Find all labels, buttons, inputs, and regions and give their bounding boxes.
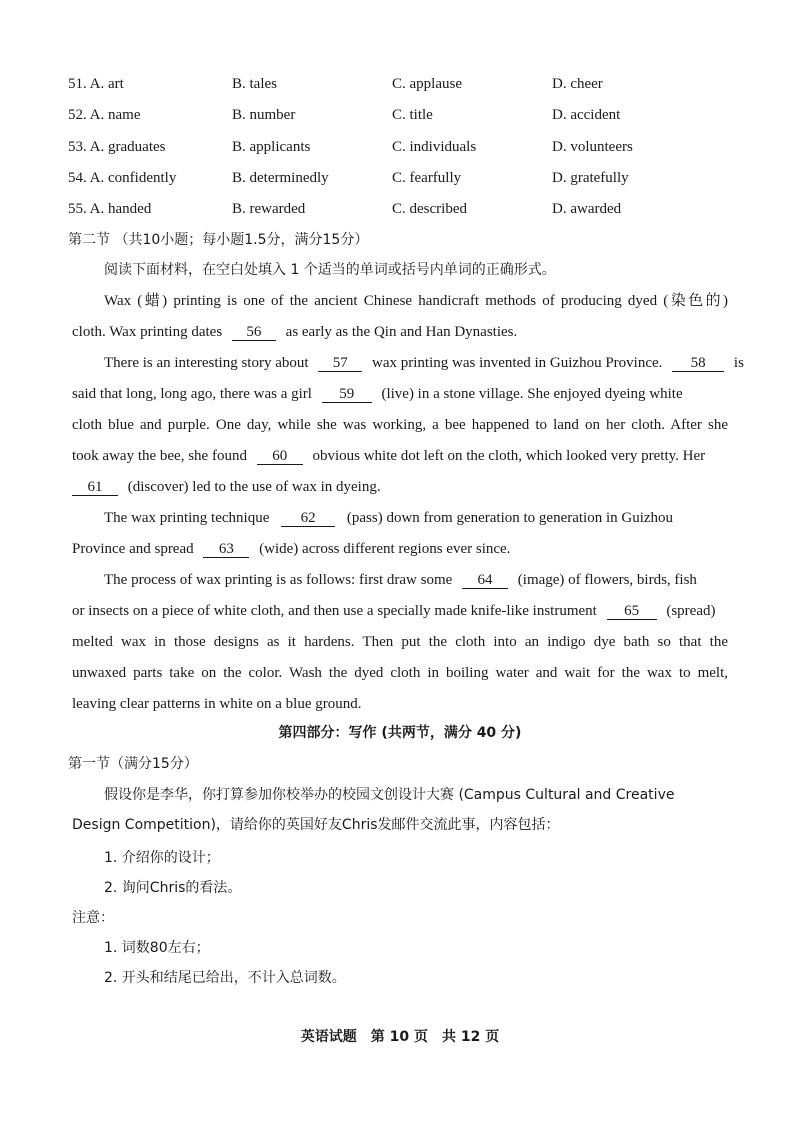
passage-text: as early as the Qin and Han Dynasties. [285,324,518,340]
blank-64: 64 [462,572,508,589]
option-b: B. number [232,107,296,123]
section-instruction: 阅读下面材料，在空白处填入 1 个适当的单词或括号内单词的正确形式。 [104,262,556,278]
passage-line: leaving clear patterns in white on a blue ground. [72,696,362,712]
option-a: 52. A. name [68,107,141,123]
note-item: 1. 词数80左右； [104,940,210,956]
passage-line [104,508,673,528]
passage-text: The process of wax printing is as follows: first draw some [104,572,453,588]
passage-text: or insects on a piece of white cloth, and then use a specially made knife-like instrument [72,603,597,619]
passage-text: (image) of flowers, birds, fish [517,572,697,588]
writing-prompt-line: 假设你是李华，你打算参加你校举办的校园文创设计大赛 (Campus Cultural and Creative [104,787,675,803]
passage-text: (pass) down from generation to generation in Guizhou [346,510,674,526]
writing-prompt-line: Design Competition)，请给你的英国好友Chris发邮件交流此事，内容包括： [72,817,560,833]
subsection-heading: 第一节（满分15分） [68,756,198,772]
passage-text: said that long, long ago, there was a girl [72,386,312,402]
passage-line [72,446,705,466]
page-footer: 英语试题 第 10 页 共 12 页 [300,1029,500,1045]
passage-line [72,322,517,342]
passage-line [104,570,697,590]
note-item: 2. 开头和结尾已给出，不计入总词数。 [104,970,346,986]
option-d: D. volunteers [552,139,633,155]
blank-59: 59 [322,386,372,403]
option-b: B. determinedly [232,170,329,186]
blank-58: 58 [672,355,724,372]
passage-line [72,384,683,404]
option-row-55 [68,201,748,223]
passage-line: unwaxed parts take on the color. Wash the dyed cloth in boiling water and wait for the wax to melt, [72,665,728,681]
option-c: C. described [392,201,467,217]
blank-57: 57 [318,355,362,372]
passage-text: (wide) across different regions ever since. [259,541,511,557]
passage-text: (discover) led to the use of wax in dyeing. [127,479,381,495]
passage-text: cloth. Wax printing dates [72,324,223,340]
passage-line: melted wax in those designs as it hardens. Then put the cloth into an indigo dye bath so that the [72,634,728,650]
blank-63: 63 [203,541,249,558]
passage-text: Province and spread [72,541,194,557]
option-row-52 [68,107,748,129]
part-heading: 第四部分：写作 (共两节，满分 40 分) [278,725,522,741]
option-d: D. accident [552,107,621,123]
prompt-item: 2. 询问Chris的看法。 [104,880,242,896]
blank-56: 56 [232,324,276,341]
passage-line [104,353,744,373]
option-row-54 [68,170,748,192]
option-c: C. individuals [392,139,477,155]
blank-65: 65 [607,603,657,620]
blank-60: 60 [257,448,303,465]
passage-line [72,539,510,559]
passage-text: The wax printing technique [104,510,270,526]
option-c: C. fearfully [392,170,462,186]
passage-text: took away the bee, she found [72,448,247,464]
passage-line: cloth blue and purple. One day, while she was working, a bee happened to land on her cloth. After she [72,417,728,433]
passage-line: Wax (蜡) printing is one of the ancient Chinese handicraft methods of producing dyed (染色的) [104,293,728,309]
option-a: 51. A. art [68,76,124,92]
option-a: 53. A. graduates [68,139,166,155]
option-d: D. awarded [552,201,622,217]
passage-text: (live) in a stone village. She enjoyed dyeing white [381,386,683,402]
option-a: 55. A. handed [68,201,152,217]
option-c: C. applause [392,76,462,92]
option-row-53 [68,139,748,161]
option-d: D. gratefully [552,170,629,186]
passage-text: (spread) [666,603,716,619]
passage-line [72,601,715,621]
option-b: B. applicants [232,139,311,155]
prompt-item: 1. 介绍你的设计； [104,850,220,866]
passage-text: There is an interesting story about [104,355,309,371]
option-a: 54. A. confidently [68,170,177,186]
passage-text: obvious white dot left on the cloth, which looked very pretty. Her [312,448,706,464]
passage-line [72,477,381,497]
option-c: C. title [392,107,433,123]
option-row-51 [68,76,748,98]
option-d: D. cheer [552,76,603,92]
passage-text: is [733,355,744,371]
passage-text: wax printing was invented in Guizhou Province. [372,355,663,371]
option-b: B. rewarded [232,201,306,217]
note-heading: 注意： [72,910,114,926]
option-b: B. tales [232,76,277,92]
blank-62: 62 [281,510,335,527]
blank-61: 61 [72,479,118,496]
section-heading: 第二节 （共10小题；每小题1.5分，满分15分） [68,232,369,248]
